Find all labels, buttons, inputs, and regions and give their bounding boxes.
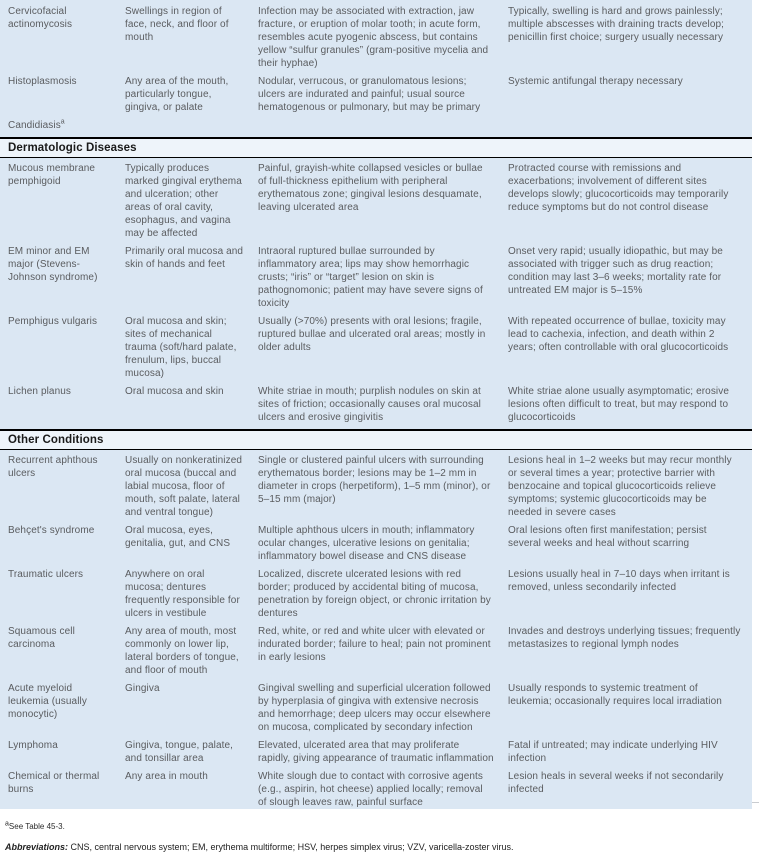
disease-cell: Traumatic ulcers [8, 569, 84, 580]
abbreviations-text: CNS, central nervous system; EM, erythema multiforme; HSV, herpes simplex virus; VZV, varicella-zoster virus. [68, 842, 514, 852]
table-row [0, 75, 752, 114]
clinical-features-cell: Nodular, verrucous, or granulomatous lesions; ulcers are indurated and painful; usual source hematogenous or pulmonary, but may be primary [258, 76, 481, 113]
abbreviations [5, 842, 751, 852]
clinical-features-cell: Usually (>70%) presents with oral lesions; fragile, ruptured bullae and ulcerated oral areas; mostly in older adults [258, 316, 486, 353]
disease-cell: Acute myeloid leukemia (usually monocytic) [8, 683, 87, 720]
footnote-reference: a [60, 118, 65, 126]
section-header: Other Conditions [0, 429, 752, 450]
clinical-features-cell: White striae in mouth; purplish nodules on skin at sites of friction; occasionally causes oral mucosal ulcers and erosive gingivitis [258, 386, 481, 423]
location-cell: Oral mucosa and skin [125, 386, 224, 397]
disease-cell: Recurrent aphthous ulcers [8, 455, 98, 479]
course-cell: Oral lesions often first manifestation; persist several weeks and heal without scarring [508, 525, 707, 549]
course-cell: Invades and destroys underlying tissues; frequently metastasizes to regional lymph nodes [508, 626, 741, 650]
table-row [0, 682, 752, 734]
disease-cell: Candidiasis$^a$ [8, 118, 65, 131]
disease-cell: Lymphoma [8, 740, 58, 751]
location-cell: Swellings in region of face, neck, and floor of mouth [125, 6, 229, 43]
location-cell: Typically produces marked gingival erythema and ulceration; other areas of oral cavity, esophagus, and vagina may be affected [125, 163, 242, 239]
clinical-features-cell: Painful, grayish-white collapsed vesicles or bullae of full-thickness epithelium with peripheral erythematous zone; gingival lesions desquamate, leaving ulcerated area [258, 163, 483, 213]
clinical-features-cell: Localized, discrete ulcerated lesions with red border; produced by accidental biting of mucosa, penetration by foreign object, or chronic irritation by dentures [258, 569, 491, 619]
section-header: Dermatologic Diseases [0, 137, 752, 158]
table-row [0, 568, 752, 620]
location-cell: Anywhere on oral mucosa; dentures frequently responsible for ulcers in vestibule [125, 569, 240, 619]
disease-cell: Histoplasmosis [8, 76, 77, 87]
course-cell [508, 119, 746, 132]
course-cell: Typically, swelling is hard and grows painlessly; multiple abscesses with draining tracts develop; penicillin first choice; surgery usually necessary [508, 6, 725, 43]
table-row [0, 385, 752, 424]
disease-cell: Chemical or thermal burns [8, 771, 100, 795]
footnotes [0, 814, 759, 852]
table-row [0, 162, 752, 240]
table-row [0, 524, 752, 563]
course-cell: Lesions heal in 1–2 weeks but may recur monthly or several times a year; protective barrier with benzocaine and topical glucocorticoids relieve symptoms; systemic glucocorticoids may be needed in severe cases [508, 455, 732, 518]
course-cell: Systemic antifungal therapy necessary [508, 76, 683, 87]
table-row [0, 454, 752, 519]
location-cell: Gingiva [125, 683, 160, 694]
location-cell: Any area of the mouth, particularly tongue, gingiva, or palate [125, 76, 229, 113]
table-row [0, 770, 752, 809]
footnote-marker: a [5, 820, 9, 828]
clinical-features-cell: White slough due to contact with corrosive agents (e.g., aspirin, hot cheese) applied locally; removal of slough leaves raw, painful surface [258, 771, 484, 808]
course-cell: Onset very rapid; usually idiopathic, but may be associated with trigger such as drug reaction; condition may last 3–6 weeks; mortality rate for untreated EM major is 5–15% [508, 246, 723, 296]
disease-cell: Pemphigus vulgaris [8, 316, 98, 327]
location-cell: Oral mucosa and skin; sites of mechanical trauma (soft/hard palate, frenulum, lips, buccal mucosa) [125, 316, 237, 379]
course-cell: Lesion heals in several weeks if not secondarily infected [508, 771, 724, 795]
table-row [0, 625, 752, 677]
clinical-features-cell: Multiple aphthous ulcers in mouth; inflammatory ocular changes, ulcerative lesions on genitalia; inflammatory bowel disease and CNS disease [258, 525, 475, 562]
clinical-features-cell: Gingival swelling and superficial ulceration followed by hyperplasia of gingiva with extensive necrosis and hemorrhage; deep ulcers may occur elsewhere on mucosa, complicated by secondary infection [258, 683, 491, 733]
clinical-features-cell: Infection may be associated with extraction, jaw fracture, or eruption of molar tooth; in acute form, resembles acute pyogenic abscess, but contains yellow “sulfur granules” (gram-positive mycelia and their hyphae) [258, 6, 489, 69]
table-row [0, 739, 752, 765]
course-cell: With repeated occurrence of bullae, toxicity may lead to cachexia, infection, and death within 2 years; often controllable with oral glucocorticoids [508, 316, 729, 353]
course-cell: Protracted course with remissions and exacerbations; involvement of different sites develops slowly; glucocorticoids may temporarily reduce symptoms but do not control disease [508, 163, 729, 213]
disease-cell: Squamous cell carcinoma [8, 626, 75, 650]
location-cell: Primarily oral mucosa and skin of hands and feet [125, 246, 244, 270]
course-cell: Fatal if untreated; may indicate underlying HIV infection [508, 740, 718, 764]
clinical-features-cell: Intraoral ruptured bullae surrounded by inflammatory area; lips may show hemorrhagic crusts; “iris” or “target” lesion on skin is pathognomonic; patient may have severe signs of toxicity [258, 246, 483, 309]
table-row [0, 315, 752, 380]
clinical-features-cell: Elevated, ulcerated area that may proliferate rapidly, giving appearance of traumatic inflammation [258, 740, 494, 764]
table-row [0, 119, 752, 132]
location-cell: Gingiva, tongue, palate, and tonsillar area [125, 740, 234, 764]
disease-cell: Behçet's syndrome [8, 525, 95, 536]
table-row [0, 5, 752, 70]
clinical-features-cell [258, 119, 508, 132]
footnote-text: See Table 45-3. [8, 822, 65, 831]
location-cell [125, 119, 258, 132]
course-cell: Lesions usually heal in 7–10 days when irritant is removed, unless secondarily infected [508, 569, 730, 593]
course-cell: Usually responds to systemic treatment of leukemia; occasionally requires local irradiation [508, 683, 722, 707]
disease-cell: Cervicofacial actinomycosis [8, 6, 73, 30]
location-cell: Any area of mouth, most commonly on lower lip, lateral borders of tongue, and floor of mouth [125, 626, 239, 676]
disease-cell: Mucous membrane pemphigoid [8, 163, 96, 187]
location-cell: Any area in mouth [125, 771, 208, 782]
course-cell: White striae alone usually asymptomatic; erosive lesions often difficult to treat, but may respond to glucocorticoids [508, 386, 730, 423]
disease-cell: EM minor and EM major (Stevens-Johnson syndrome) [8, 246, 98, 283]
disease-cell: Lichen planus [8, 386, 72, 397]
location-cell: Usually on nonkeratinized oral mucosa (buccal and labial mucosa, floor of mouth, soft palate, lateral and ventral tongue) [125, 455, 243, 518]
location-cell: Oral mucosa, eyes, genitalia, gut, and CNS [125, 525, 231, 549]
abbreviations-label: Abbreviations: [5, 842, 69, 852]
table-row [0, 245, 752, 310]
clinical-features-cell: Red, white, or red and white ulcer with elevated or indurated border; failure to heal; pain not prominent in early lesions [258, 626, 491, 663]
footnote-see-table [5, 822, 751, 831]
clinical-features-cell: Single or clustered painful ulcers with surrounding erythematous border; lesions may be 1–2 mm in diameter in crops (herpetiform), 1–5 mm (minor), or 5–15 mm (major) [258, 455, 491, 505]
